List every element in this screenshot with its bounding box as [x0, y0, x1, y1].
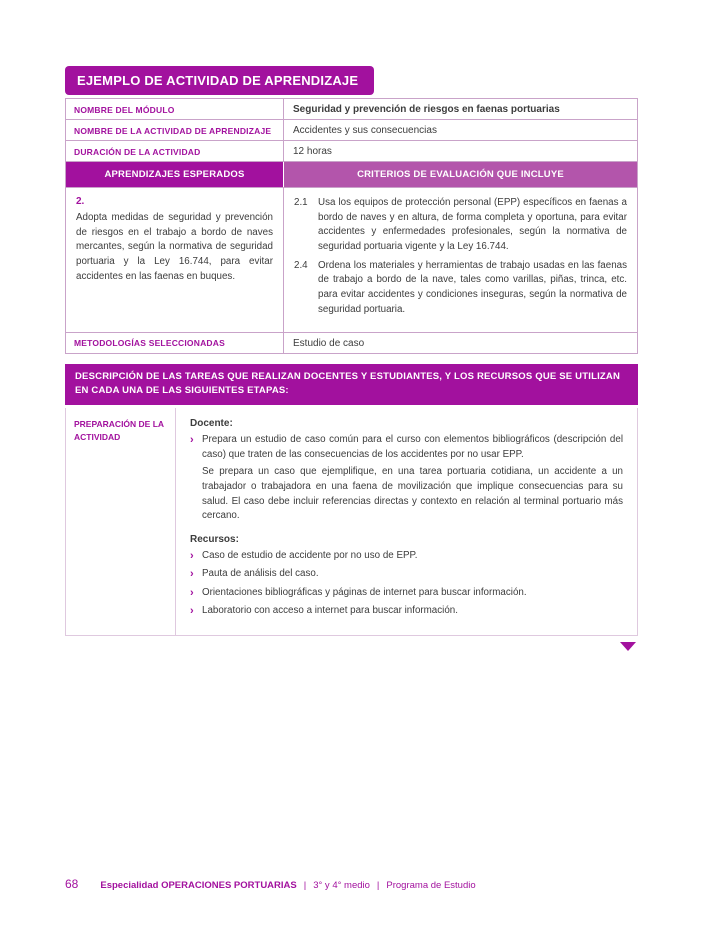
criteria-item-text: Usa los equipos de protección personal (EPP) específicos en faenas a bordo de naves y en altura, de forma completa y oportuna, para evitar accidentes y enfermedades profesionales, según la normativa de seguridad portuaria vigente y la Ley 16.744.: [318, 197, 627, 253]
table-body-row: [66, 188, 637, 333]
module-name-value: Seguridad y prevención de riesgos en faenas portuarias: [293, 104, 560, 115]
bullet-icon: ›: [190, 433, 194, 446]
table-row: [66, 141, 637, 162]
bullet-icon: ›: [190, 568, 194, 581]
table-row: [66, 99, 637, 120]
bullet-icon: ›: [190, 550, 194, 563]
table-row: [66, 333, 637, 353]
list-item: [190, 549, 623, 564]
duration-label: DURACIÓN DE LA ACTIVIDAD: [66, 141, 284, 161]
resource-item-text: Caso de estudio de accidente por no uso de EPP.: [202, 550, 418, 562]
criteria-item-number: 2.1: [294, 197, 308, 208]
resource-item-text: Laboratorio con acceso a internet para buscar información.: [202, 605, 458, 617]
page-number: 68: [65, 877, 79, 891]
list-item: [190, 604, 623, 619]
module-name-label: NOMBRE DEL MÓDULO: [66, 99, 284, 119]
continuation-arrow-icon: [620, 642, 636, 651]
evaluation-criteria-header: CRITERIOS DE EVALUACIÓN QUE INCLUYE: [284, 162, 637, 187]
criteria-item-number: 2.4: [294, 259, 308, 271]
footer-separator: |: [303, 880, 307, 891]
learning-outcome-text: Adopta medidas de seguridad y prevención de riesgos en el trabajo a bordo de naves mercantes, según la normativa de seguridad portuaria y la Ley 16.744, para evitar accidentes en las faenas en buques.: [76, 212, 273, 282]
table-header-row: [66, 162, 637, 188]
learning-outcomes-header: APRENDIZAJES ESPERADOS: [66, 162, 284, 187]
bullet-icon: ›: [190, 605, 194, 618]
preparation-stage-label: PREPARACIÓN DE LA ACTIVIDAD: [66, 408, 176, 635]
criteria-cell: [284, 188, 637, 332]
methodology-label: METODOLOGÍAS SELECCIONADAS: [66, 333, 284, 353]
grade-label: 3° y 4° medio: [313, 880, 370, 891]
learning-outcome-cell: [66, 188, 284, 332]
criteria-item-text: Ordena los materiales y herramientas de trabajo usadas en las faenas de trabajo a bordo de la nave, tales como varillas, piñas, trinca, etc. para evitar accidentes y condiciones inseguras, según la normativa de seguridad portuaria.: [318, 259, 627, 315]
resources-subheading: Recursos:: [190, 534, 239, 546]
specialty-label: Especialidad OPERACIONES PORTUARIAS: [100, 880, 297, 891]
activity-name-value: Accidentes y sus consecuencias: [293, 125, 437, 136]
activity-name-label: NOMBRE DE LA ACTIVIDAD DE APRENDIZAJE: [66, 120, 284, 140]
activity-info-table: [65, 98, 638, 354]
program-label: Programa de Estudio: [386, 880, 476, 891]
resource-item-text: Orientaciones bibliográficas y páginas de internet para buscar información.: [202, 586, 527, 598]
teacher-task-paragraph: Se prepara un caso que ejemplifique, en una tarea portuaria cotidiana, un accidente a un trabajador o trabajadora en una faena de movilización que implique consecuencias para su salud. El caso debe incluir referencias directas y contexto en relación al terminal portuario más cercano.: [202, 466, 623, 522]
list-item: [190, 586, 623, 601]
resources-block: [190, 534, 623, 620]
criteria-item: [294, 196, 627, 255]
preparation-section: [65, 408, 638, 636]
methodology-value: Estudio de caso: [293, 337, 365, 349]
teacher-subheading: Docente:: [190, 417, 233, 429]
description-banner: DESCRIPCIÓN DE LAS TAREAS QUE REALIZAN DOCENTES Y ESTUDIANTES, Y LOS RECURSOS QUE SE UTILIZAN EN CADA UNA DE LAS SIGUIENTES ETAPAS:: [65, 364, 638, 405]
list-item: [190, 567, 623, 582]
footer-separator: |: [376, 880, 380, 891]
preparation-body: [176, 408, 637, 635]
page-footer: [65, 877, 483, 891]
learning-outcome-number: 2.: [76, 196, 85, 207]
duration-value: 12 horas: [293, 146, 332, 157]
table-row: [66, 120, 637, 141]
bullet-icon: ›: [190, 586, 194, 599]
criteria-item: [294, 259, 627, 318]
teacher-task-text: Prepara un estudio de caso común para el curso con elementos bibliográficos (descripción del caso) que traten de las consecuencias de los accidentes por no usar EPP.: [202, 433, 623, 460]
resource-item-text: Pauta de análisis del caso.: [202, 568, 319, 580]
content-area: [65, 66, 638, 651]
list-item: [190, 433, 623, 462]
page-title: EJEMPLO DE ACTIVIDAD DE APRENDIZAJE: [65, 66, 374, 95]
